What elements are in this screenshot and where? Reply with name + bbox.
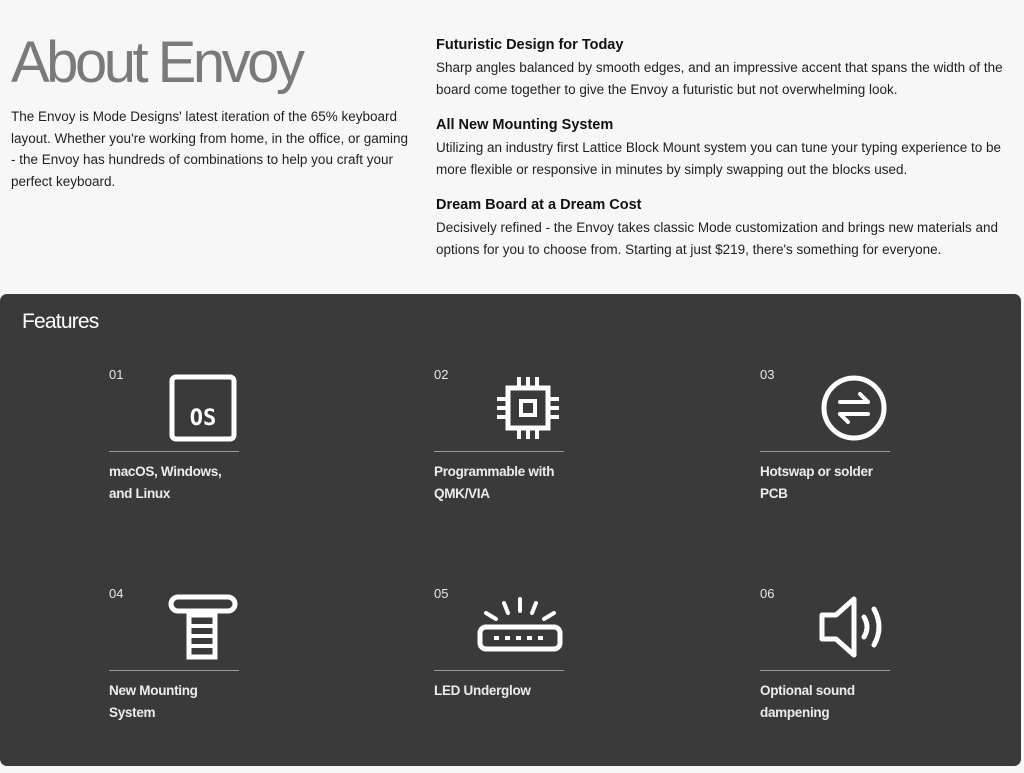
feature-label: Programmable with QMK/VIA	[434, 464, 555, 501]
led-strip-icon	[474, 591, 566, 663]
speaker-icon	[818, 591, 890, 663]
about-intro-text: The Envoy is Mode Designs' latest iteration of the 65% keyboard layout. Whether you're working from home, in the office, or gaming - the Envoy has hundreds of combinations to help you craft your perfect keyboard.	[11, 109, 409, 189]
feature-label: LED Underglow	[434, 683, 531, 698]
feature-label: New Mounting System	[109, 683, 198, 720]
feature-divider	[109, 670, 239, 671]
swap-arrows-icon	[818, 372, 890, 444]
feature-divider	[760, 670, 890, 671]
feature-number: 02	[434, 367, 449, 382]
mount-screw-icon	[167, 591, 239, 663]
feature-divider	[109, 451, 239, 452]
feature-divider	[434, 451, 564, 452]
about-section-design	[436, 35, 1006, 100]
feature-label: Optional sound dampening	[760, 683, 855, 720]
feature-number: 06	[760, 586, 775, 601]
feature-divider	[760, 451, 890, 452]
feature-label: Hotswap or solder PCB	[760, 464, 873, 501]
about-details-column	[436, 35, 1006, 275]
feature-number: 05	[434, 586, 449, 601]
feature-divider	[434, 670, 564, 671]
about-intro-column	[11, 28, 411, 192]
about-section-body: Sharp angles balanced by smooth edges, and an impressive accent that spans the width of the board come together to give the Envoy a futuristic but not overwhelming look.	[436, 60, 1003, 97]
about-section-cost	[436, 195, 1006, 260]
about-title: About Envoy	[11, 30, 302, 95]
about-section-heading: All New Mounting System	[436, 117, 614, 133]
os-icon	[167, 372, 239, 444]
feature-number: 03	[760, 367, 775, 382]
about-section-heading: Dream Board at a Dream Cost	[436, 197, 642, 213]
about-section-body: Decisively refined - the Envoy takes classic Mode customization and brings new materials and options for you to choose from. Starting at just $219, there's something for everyone.	[436, 220, 999, 257]
feature-number: 01	[109, 367, 124, 382]
feature-number: 04	[109, 586, 124, 601]
about-section-body: Utilizing an industry first Lattice Block Mount system you can tune your typing experience to be more flexible or responsive in minutes by simply swapping out the blocks used.	[436, 140, 1002, 177]
features-title: Features	[22, 310, 99, 333]
chip-icon	[492, 372, 564, 444]
os-icon-text: OS	[189, 406, 217, 431]
about-section-mounting	[436, 115, 1006, 180]
about-section-heading: Futuristic Design for Today	[436, 37, 624, 53]
features-panel	[0, 294, 1021, 766]
feature-label: macOS, Windows, and Linux	[109, 464, 222, 501]
